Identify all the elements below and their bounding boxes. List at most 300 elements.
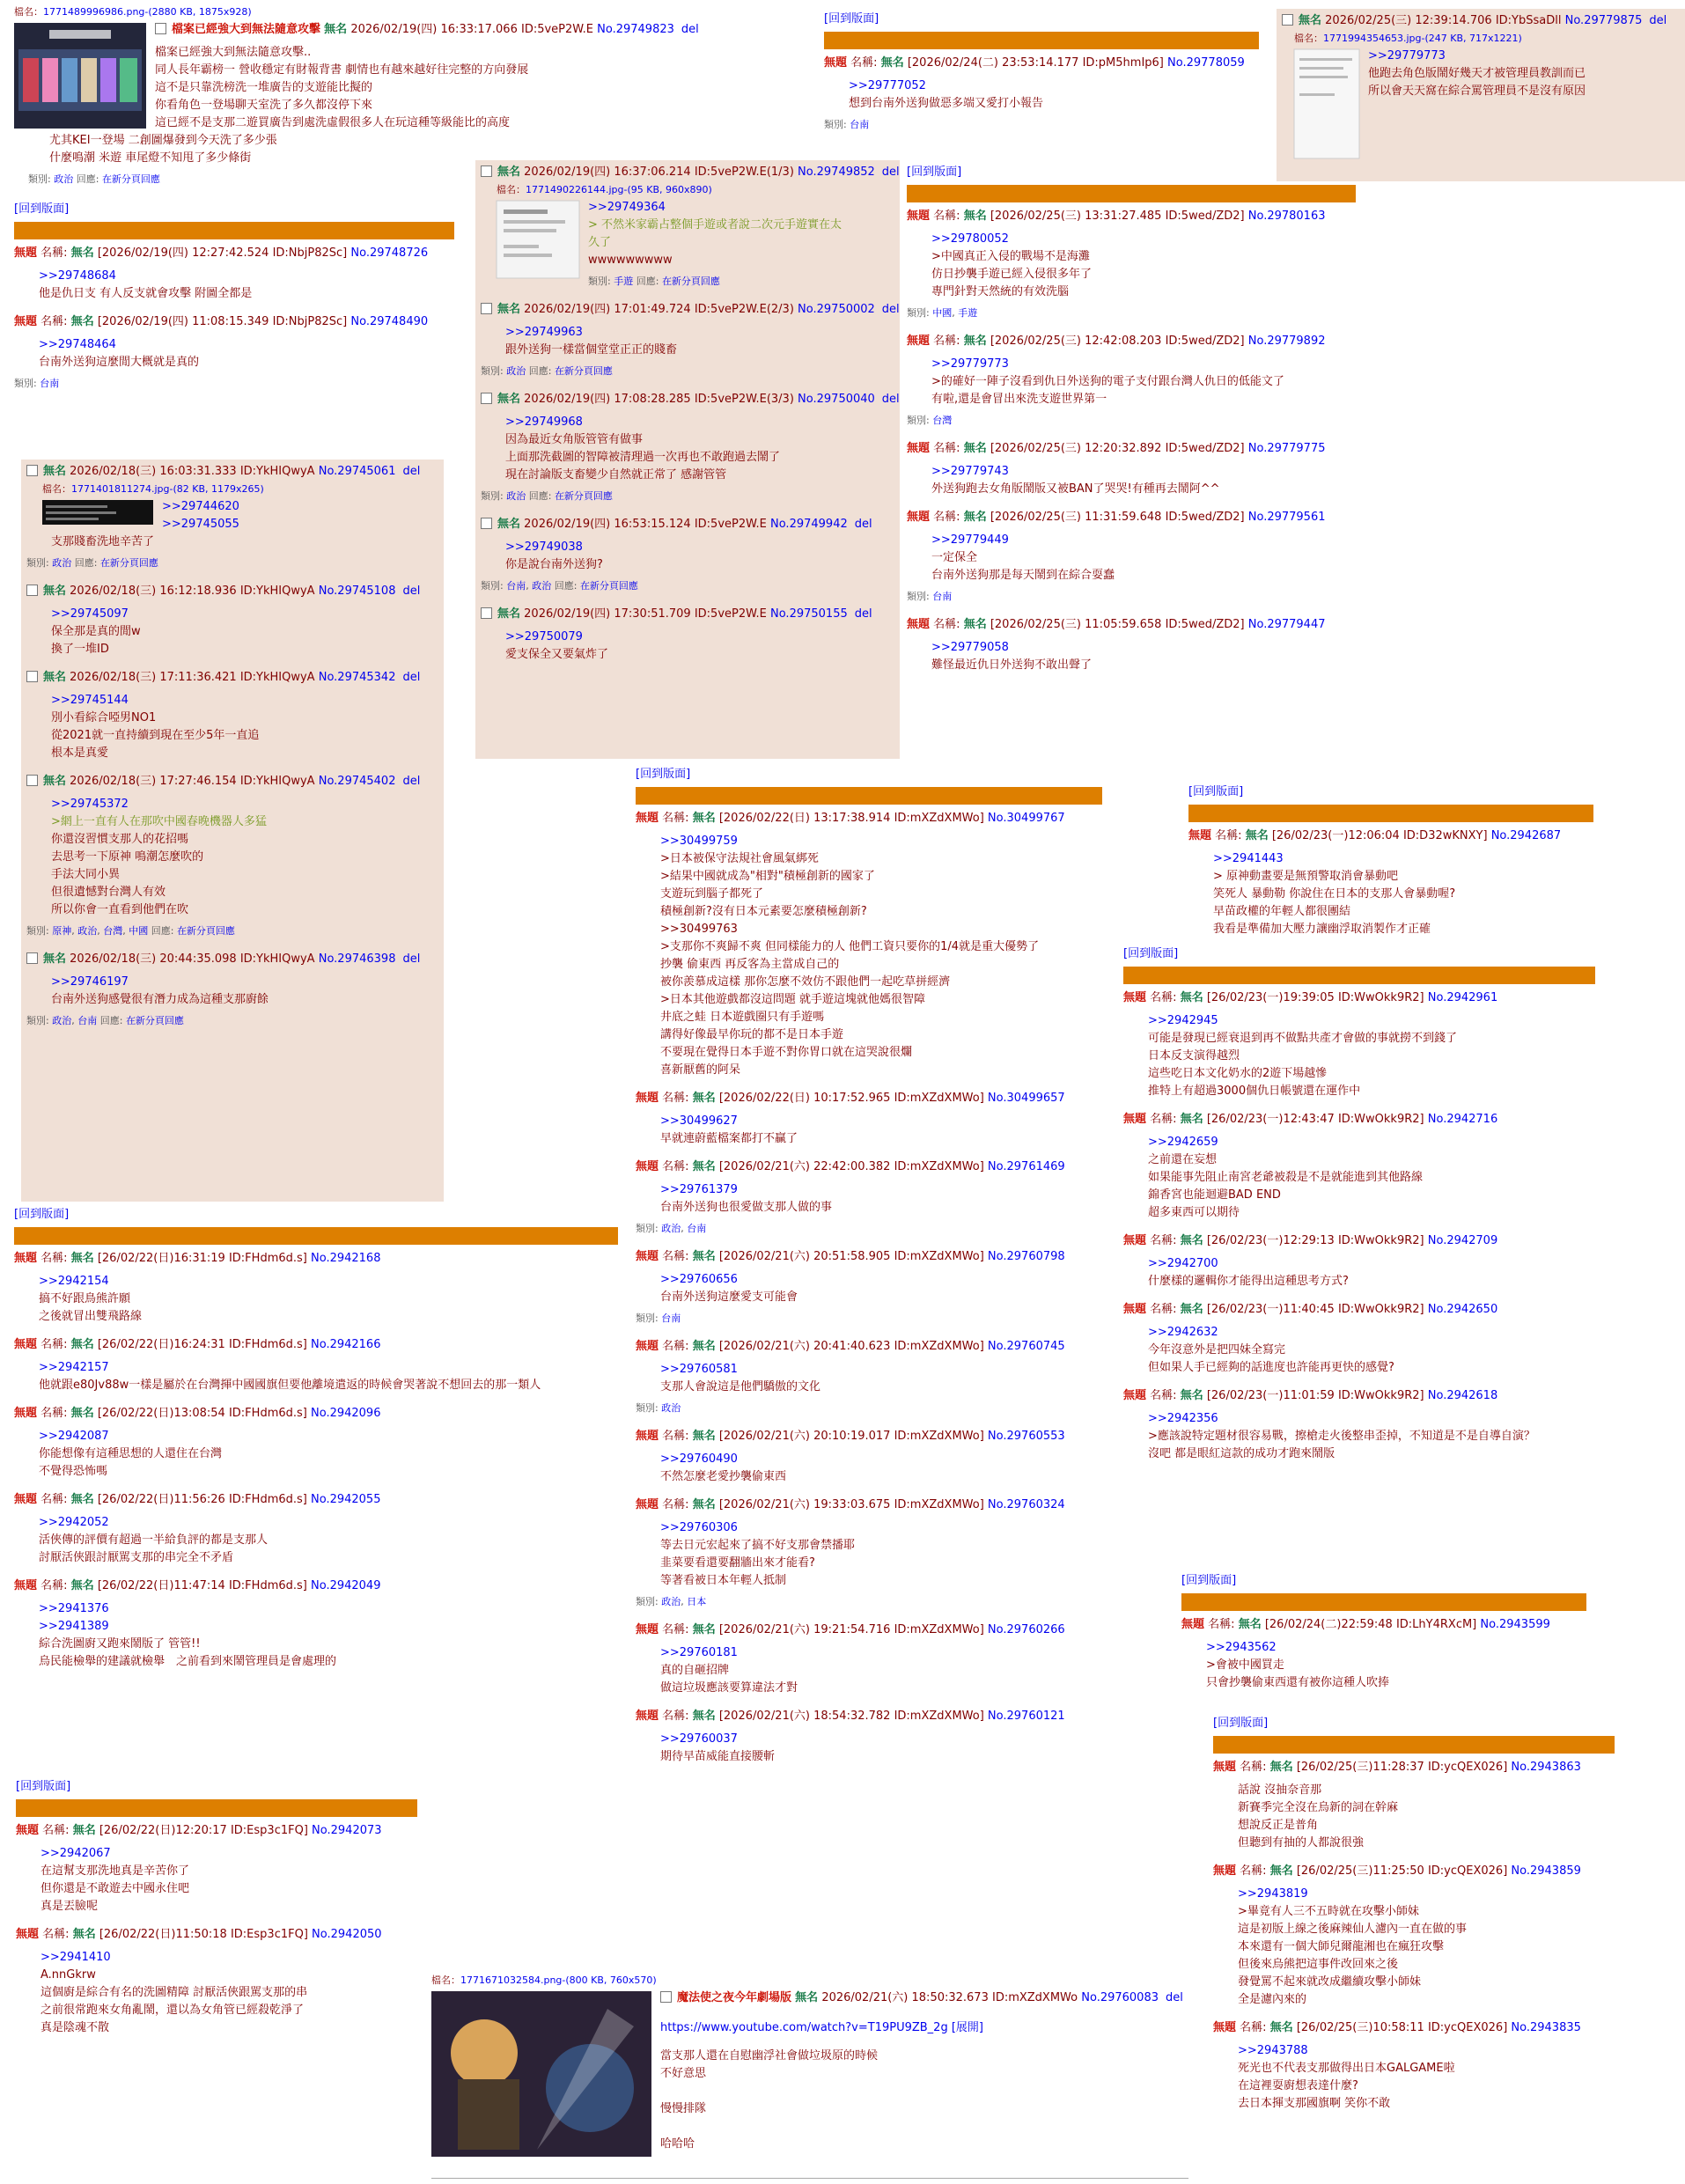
tag-link[interactable]: 台南 xyxy=(932,591,953,602)
poster-name: 無名 xyxy=(72,1824,96,1837)
post-meta: 2026/02/19(四) 17:08:28.285 ID:5veP2W.E(3/3) xyxy=(524,393,794,406)
post-number[interactable]: No.2942687 xyxy=(1490,829,1562,842)
tag-link[interactable]: 政治 xyxy=(52,1015,72,1026)
post-meta: [26/02/22(日)16:31:19 ID:FHdm6d.s] xyxy=(97,1252,307,1265)
post xyxy=(636,1338,1111,1417)
post-title: 無題 xyxy=(907,511,931,524)
delete-link[interactable]: del xyxy=(1649,14,1667,27)
post-title: 魔法使之夜今年劇場版 xyxy=(677,1991,792,2004)
poster-name: 無名 xyxy=(324,23,348,36)
post-body: 死光也不代表支那做得出日本GALGAME啦 在這裡耍廚想表達什麼? 去日本揮支那國旗啊 笑你不敢 xyxy=(1238,2062,1455,2110)
post xyxy=(26,951,438,1030)
quote-link[interactable]: >>29779743 xyxy=(931,465,1009,478)
post-meta: 2026/02/21(六) 18:50:32.673 ID:mXZdXMWo xyxy=(821,1991,1078,2004)
post xyxy=(1213,2019,1671,2113)
post-number[interactable]: No.29780163 xyxy=(1247,210,1326,223)
quote-link[interactable]: >>29777052 xyxy=(849,79,926,92)
post-number[interactable]: No.29760083 xyxy=(1081,1991,1159,2004)
poster-name: 無名 xyxy=(1269,2021,1293,2034)
post xyxy=(1188,827,1602,938)
quote-link[interactable]: >>29745372 xyxy=(51,798,129,811)
reply-panel xyxy=(475,160,900,759)
post-number[interactable]: No.29760553 xyxy=(987,1430,1065,1443)
tag-row xyxy=(26,555,438,572)
post-title: 無題 xyxy=(14,315,38,328)
post-number[interactable]: No.2943863 xyxy=(1511,1761,1581,1774)
back-to-board-link[interactable]: [回到版面] xyxy=(636,768,691,781)
name-label: 名稱: xyxy=(662,1160,689,1173)
post-number[interactable]: No.29750002 xyxy=(798,303,875,316)
quote-link[interactable]: >>2941443 xyxy=(1213,852,1284,865)
tag-link[interactable]: 中國 xyxy=(932,307,953,319)
post-body: > 原神動畫要是無預警取消會暴動吧 笑死人 暴動勒 你說住在日本的支那人會暴動喔? 早苗政權的年輕人都很團結 我看是準備加大壓力讓幽浮取消製作才正確 xyxy=(1213,870,1456,936)
post-number[interactable]: No.2942096 xyxy=(311,1407,381,1420)
delete-link[interactable]: del xyxy=(854,518,872,531)
post-body: >中國真正入侵的戰場不是海灘 仿日抄襲手遊已經入侵很多年了 專門針對天然統的有效洗腦 xyxy=(931,250,1093,298)
reply-label: 回應: xyxy=(99,1015,123,1026)
post-checkbox[interactable] xyxy=(26,671,38,682)
post xyxy=(1123,989,1599,1100)
thumbnail-image[interactable] xyxy=(431,1991,651,2157)
poster-name: 無名 xyxy=(692,1623,716,1636)
tags-label: 類別: xyxy=(636,1596,659,1607)
quote-link[interactable]: >>29760181 xyxy=(660,1646,738,1659)
post-number[interactable]: No.2943835 xyxy=(1511,2021,1581,2034)
post-meta: 2026/02/18(三) 20:44:35.098 ID:YkHIQwyA xyxy=(70,952,315,966)
post-number[interactable]: No.29779447 xyxy=(1247,618,1326,631)
poster-name: 無名 xyxy=(692,1250,716,1263)
file-link[interactable]: 1771489996986.png-(2880 KB, 1875x928) xyxy=(43,6,252,18)
post-body: 可能是發現已經衰退到再不做點共產才會做的事就撈不到錢了 日本反支演得越烈 這些吃日本文化奶水的2遊下場越慘 推特上有超過3000個仇日帳號還在運作中 xyxy=(1148,1032,1458,1098)
post-meta: [26/02/23(一)12:29:13 ID:WwOkk9R2] xyxy=(1206,1234,1424,1247)
post-meta: [2026/02/19(四) 11:08:15.349 ID:NbjP82Sc] xyxy=(97,315,348,328)
thread-op-panel xyxy=(431,1972,1206,2179)
quote-link[interactable]: >>2941410 xyxy=(40,1951,111,1964)
quote-link[interactable]: >>2941376 xyxy=(39,1602,109,1615)
post-body-cont: 尤其KEI一登場 二創圖爆發到今天洗了多少張 什麼鳴潮 米遊 車尾燈不知甩了多少條街 xyxy=(49,134,277,165)
tag-row xyxy=(907,588,1365,606)
poster-name: 無名 xyxy=(70,246,94,260)
tag-link[interactable]: 台南 xyxy=(687,1223,707,1234)
quote-link[interactable]: >>30499627 xyxy=(660,1114,738,1128)
tag-link[interactable]: 台南 xyxy=(506,580,526,592)
tag-link[interactable]: 原神 xyxy=(52,925,72,937)
name-label: 名稱: xyxy=(662,1498,689,1511)
poster-name: 無名 xyxy=(963,618,987,631)
tag-link[interactable]: 台南 xyxy=(77,1015,98,1026)
quote-link[interactable]: >>2942945 xyxy=(1148,1014,1218,1027)
post-title: 無題 xyxy=(1123,1113,1147,1126)
delete-link[interactable]: del xyxy=(881,393,900,406)
post-number[interactable]: No.29760324 xyxy=(987,1498,1065,1511)
post-number[interactable]: No.2942050 xyxy=(312,1928,382,1941)
separator-bar xyxy=(907,185,1356,202)
quote-link[interactable]: >>29760490 xyxy=(660,1452,738,1466)
name-label: 名稱: xyxy=(662,1623,689,1636)
post-meta: [26/02/22(日)11:50:18 ID:Esp3c1FQ] xyxy=(99,1928,308,1941)
quote-link[interactable]: >>29750079 xyxy=(505,630,583,643)
post-number[interactable]: No.29779775 xyxy=(1247,442,1326,455)
back-to-board-link[interactable]: [回到版面] xyxy=(16,1780,71,1793)
tags-label: 類別: xyxy=(481,490,504,502)
thumbnail-image[interactable] xyxy=(1294,49,1359,158)
tags-label: 類別: xyxy=(907,307,930,319)
post-body: 台南外送狗這麼閒大概就是真的 xyxy=(39,356,200,369)
post xyxy=(1123,1301,1599,1377)
quote-link[interactable]: >>2942700 xyxy=(1148,1257,1218,1270)
post-number[interactable]: No.29750155 xyxy=(769,607,848,621)
post-body: 愛支保全又要氣炸了 xyxy=(505,648,609,661)
post-number[interactable]: No.29750040 xyxy=(798,393,875,406)
quote-link[interactable]: >>2942052 xyxy=(39,1516,109,1529)
new-tab-link[interactable]: 在新分頁回應 xyxy=(176,925,235,937)
post-meta: 2026/02/19(四) 16:33:17.066 ID:5veP2W.E xyxy=(350,23,593,36)
post xyxy=(1181,1616,1595,1692)
quote-link[interactable]: >>29779058 xyxy=(931,641,1009,654)
tag-link[interactable]: 政治 xyxy=(77,925,98,937)
tag-link[interactable]: 台南 xyxy=(850,119,870,130)
post-number[interactable]: No.29749852 xyxy=(798,165,875,179)
post-number[interactable]: No.29779892 xyxy=(1247,335,1326,348)
post xyxy=(1123,1387,1599,1463)
post-title: 無題 xyxy=(16,1824,40,1837)
youtube-link[interactable]: https://www.youtube.com/watch?v=T19PU9ZB_2g xyxy=(660,2021,948,2034)
new-tab-link[interactable]: 在新分頁回應 xyxy=(99,557,158,569)
delete-link[interactable]: del xyxy=(681,23,699,36)
post xyxy=(636,1621,1111,1697)
tag-link[interactable]: 政治 xyxy=(52,557,72,569)
quote-link[interactable]: >>29749038 xyxy=(505,540,583,554)
post-title: 無題 xyxy=(1213,2021,1237,2034)
post-number[interactable]: No.2942618 xyxy=(1427,1389,1498,1402)
reply-label: 回應: xyxy=(528,490,552,502)
post-number[interactable]: No.29779875 xyxy=(1564,14,1643,27)
post-body: >的確好一陣子沒看到仇日外送狗的電子支付跟台灣人仇日的低能文了 有啦,還是會冒出來洗支遊世界第一 xyxy=(931,375,1284,406)
quote-link[interactable]: >>2943562 xyxy=(1206,1641,1277,1654)
new-tab-link[interactable]: 在新分頁回應 xyxy=(125,1015,184,1026)
poster-name: 無名 xyxy=(70,1252,94,1265)
tags-label: 類別: xyxy=(636,1313,659,1324)
delete-link[interactable]: del xyxy=(881,165,900,179)
post xyxy=(1123,1111,1599,1222)
poster-name: 無名 xyxy=(963,335,987,348)
post-meta: [2026/02/25(三) 13:31:27.485 ID:5wed/ZD2] xyxy=(990,210,1245,223)
post-number[interactable]: No.2943599 xyxy=(1480,1618,1550,1631)
post-meta: [2026/02/22(日) 13:17:38.914 ID:mXZdXMWo] xyxy=(718,812,984,825)
post-checkbox[interactable] xyxy=(26,465,38,476)
post xyxy=(907,208,1365,322)
post xyxy=(14,1336,622,1394)
post-title: 無題 xyxy=(14,246,38,260)
poster-name: 無名 xyxy=(1180,1113,1203,1126)
tag-link[interactable]: 政治 xyxy=(506,490,526,502)
delete-link[interactable]: del xyxy=(402,775,421,788)
post-title: 無題 xyxy=(636,1250,659,1263)
post-body: 不然怎麼老愛抄襲偷東西 xyxy=(660,1470,787,1483)
post-checkbox[interactable] xyxy=(481,607,492,619)
post-checkbox[interactable] xyxy=(660,1991,672,2003)
post xyxy=(481,516,894,595)
post-checkbox[interactable] xyxy=(481,518,492,529)
poster-name: 無名 xyxy=(70,1579,94,1592)
quote-link[interactable]: >>29746197 xyxy=(51,975,129,989)
post-number[interactable]: No.29760121 xyxy=(987,1710,1065,1723)
post-body: 當支那人還在自慰幽浮社會做垃圾原的時候 不好意思 慢慢排隊 哈哈哈 xyxy=(660,2049,879,2151)
post-checkbox[interactable] xyxy=(26,585,38,596)
post-body: 檔案已經強大到無法隨意攻擊.. 同人長年霸榜一 營收穩定有財報背書 劇情也有越來越好往完整的方向發展 這不是只靠洗榜洗一堆廣告的支遊能比擬的 你看角色一登場聊天室洗了多久都沒停下來 這已經不是支那二遊買廣告到處洗虛假很多人在玩這種等級能比的高度 xyxy=(155,46,529,129)
quote-link[interactable]: >>29744620 xyxy=(162,500,239,513)
file-link[interactable]: 1771671032584.png-(800 KB, 760x570) xyxy=(460,1974,657,1986)
post-number[interactable]: No.2943859 xyxy=(1511,1864,1581,1878)
quote-link[interactable]: >>2942356 xyxy=(1148,1412,1218,1425)
post-checkbox[interactable] xyxy=(481,165,492,177)
quote-link[interactable]: >>2941389 xyxy=(39,1620,109,1633)
post-checkbox[interactable] xyxy=(1282,14,1293,26)
quote-link[interactable]: >>29779773 xyxy=(931,357,1009,371)
delete-link[interactable]: del xyxy=(854,607,872,621)
quote-link[interactable]: >>2943819 xyxy=(1238,1887,1308,1901)
poster-name: 無名 xyxy=(692,812,716,825)
tag-link[interactable]: 中國 xyxy=(129,925,149,937)
post xyxy=(16,1926,430,2037)
post-number[interactable]: No.29746398 xyxy=(318,952,396,966)
post-title: 無題 xyxy=(907,210,931,223)
post-number[interactable]: No.29749823 xyxy=(597,23,674,36)
post-number[interactable]: No.29760266 xyxy=(987,1623,1065,1636)
post xyxy=(26,583,438,658)
post-meta: [2026/02/25(三) 12:20:32.892 ID:5wed/ZD2] xyxy=(990,442,1245,455)
post-checkbox[interactable] xyxy=(155,23,166,34)
quote-link[interactable]: >>2942157 xyxy=(39,1361,109,1374)
separator-bar xyxy=(1181,1593,1586,1611)
post-meta: [26/02/22(日)12:20:17 ID:Esp3c1FQ] xyxy=(99,1824,308,1837)
delete-link[interactable]: del xyxy=(402,671,421,684)
quote-link[interactable]: >>2942087 xyxy=(39,1430,109,1443)
post-number[interactable]: No.29745108 xyxy=(318,585,396,598)
expand-link[interactable]: [展開] xyxy=(951,2021,984,2034)
quote-link[interactable]: >>29780052 xyxy=(931,232,1009,246)
post-title: 無題 xyxy=(636,1092,659,1105)
op-header xyxy=(155,21,699,39)
post-number[interactable]: No.2942055 xyxy=(311,1493,381,1506)
post-meta: [2026/02/25(三) 12:42:08.203 ID:5wed/ZD2] xyxy=(990,335,1245,348)
tag-link[interactable]: 台南 xyxy=(40,378,60,389)
post-meta: 2026/02/25(三) 12:39:14.706 ID:YbSsaDll xyxy=(1325,14,1562,27)
back-to-board-link[interactable]: [回到版面] xyxy=(824,12,879,26)
quote-link[interactable]: >>2942659 xyxy=(1148,1136,1218,1149)
poster-name: 無名 xyxy=(70,1338,94,1351)
quote-link[interactable]: >>29748464 xyxy=(39,338,116,351)
back-to-board-link[interactable]: [回到版面] xyxy=(1123,947,1179,960)
tag-link[interactable]: 台南 xyxy=(661,1313,681,1324)
post-meta: [26/02/24(二)22:59:48 ID:LhY4RXcM] xyxy=(1264,1618,1477,1631)
back-to-board-link[interactable]: [回到版面] xyxy=(14,1208,70,1221)
back-to-board-link[interactable]: [回到版面] xyxy=(1213,1717,1269,1730)
poster-name: 無名 xyxy=(692,1340,716,1353)
post-number[interactable]: No.29778059 xyxy=(1167,56,1245,70)
file-link[interactable]: 1771994354653.jpg-(247 KB, 717x1221) xyxy=(1323,33,1522,44)
tag-link[interactable]: 台灣 xyxy=(932,415,953,426)
name-label: 名稱: xyxy=(40,1579,68,1592)
post-body: 支那賤畜洗地辛苦了 xyxy=(51,535,155,548)
back-to-board-link[interactable]: [回到版面] xyxy=(1181,1574,1237,1587)
post-body: wwwwwwwww xyxy=(588,254,673,267)
post-body: 早就連蔚藍檔案都打不贏了 xyxy=(660,1132,798,1145)
file-link[interactable]: 1771490226144.jpg-(95 KB, 960x890) xyxy=(526,184,712,195)
post-body: >會被中國買走 只會抄襲偷東西還有被你這種人吹捧 xyxy=(1206,1658,1390,1689)
post-checkbox[interactable] xyxy=(26,952,38,964)
back-to-board-link[interactable]: [回到版面] xyxy=(1188,785,1244,798)
post-number[interactable]: No.29748726 xyxy=(350,246,429,260)
post-body: 你能想像有這種思想的人還住在台灣 不覺得恐怖嗎 xyxy=(39,1447,223,1478)
poster-name: 無名 xyxy=(43,585,67,598)
tag-link[interactable]: 政治 xyxy=(661,1223,681,1234)
post-checkbox[interactable] xyxy=(481,393,492,404)
quote-text: >網上一直有人在那吹中國春晚機器人多猛 xyxy=(51,815,267,828)
post-title: 無題 xyxy=(907,442,931,455)
separator-bar xyxy=(14,222,454,239)
tag-row xyxy=(636,1400,1111,1417)
quote-link[interactable]: >>29749364 xyxy=(588,201,666,214)
quote-link[interactable]: >>29760306 xyxy=(660,1521,738,1534)
quote-link[interactable]: >>29760037 xyxy=(660,1732,738,1746)
tag-link[interactable]: 日本 xyxy=(687,1596,707,1607)
new-tab-link[interactable]: 在新分頁回應 xyxy=(579,580,638,592)
tag-link[interactable]: 台灣 xyxy=(103,925,123,937)
post-number[interactable]: No.29761469 xyxy=(987,1160,1065,1173)
post-panel xyxy=(1123,945,1599,1474)
post-body: 今年沒意外是把四妹全寫完 但如果人手已經夠的話進度也許能再更快的感覺? xyxy=(1148,1343,1394,1374)
reply-label: 回應: xyxy=(151,925,174,937)
file-label: 檔名： xyxy=(431,1974,460,1986)
post xyxy=(636,1248,1111,1327)
tag-link[interactable]: 政治 xyxy=(532,580,552,592)
quote-link[interactable]: >>30499759 xyxy=(660,835,738,848)
name-label: 名稱: xyxy=(662,1250,689,1263)
poster-name: 無名 xyxy=(692,1160,716,1173)
tag-link[interactable]: 手遊 xyxy=(614,276,634,287)
post xyxy=(14,1577,622,1671)
file-link[interactable]: 1771401811274.jpg-(82 KB, 1179x265) xyxy=(71,483,264,495)
post-number[interactable]: No.30499767 xyxy=(987,812,1065,825)
post-number[interactable]: No.2942709 xyxy=(1427,1234,1498,1247)
poster-name: 無名 xyxy=(70,1407,94,1420)
quote-link[interactable]: >>2942632 xyxy=(1148,1326,1218,1339)
post-number[interactable]: No.2942073 xyxy=(312,1824,382,1837)
name-label: 名稱: xyxy=(662,1092,689,1105)
delete-link[interactable]: del xyxy=(1166,1991,1183,2004)
poster-name: 無名 xyxy=(497,607,521,621)
tags-label: 類別: xyxy=(588,276,611,287)
thumbnail-image[interactable] xyxy=(42,500,153,532)
tag-link[interactable]: 手遊 xyxy=(958,307,978,319)
delete-link[interactable]: del xyxy=(402,465,421,478)
divider xyxy=(431,2178,1188,2179)
quote-link[interactable]: >>29760581 xyxy=(660,1363,738,1376)
post-number[interactable]: No.29748490 xyxy=(350,315,429,328)
thumbnail-image[interactable] xyxy=(497,201,579,289)
post-body: 保全那是真的閒w 換了一堆ID xyxy=(51,625,141,656)
post-number[interactable]: No.2942650 xyxy=(1427,1303,1498,1316)
post xyxy=(636,1708,1111,1766)
delete-link[interactable]: del xyxy=(881,303,900,316)
tag-link[interactable]: 政治 xyxy=(661,1402,681,1414)
post-number[interactable]: No.29745402 xyxy=(318,775,396,788)
post-body: 台南外送狗也很愛做支那人做的事 xyxy=(660,1201,833,1214)
quote-link[interactable]: >>29745097 xyxy=(51,607,129,621)
name-label: 名稱: xyxy=(40,1338,68,1351)
quote-link[interactable]: >>29749968 xyxy=(505,415,583,429)
post-body: 之前還在妄想 如果能事先阻止南宮老爺被殺是不是就能進到其他路線 錦香宮也能迴避BAD END 超多東西可以期待 xyxy=(1148,1153,1424,1219)
new-tab-link[interactable]: 在新分頁回應 xyxy=(554,490,613,502)
post-title: 無題 xyxy=(14,1252,38,1265)
delete-link[interactable]: del xyxy=(402,952,421,966)
poster-name: 無名 xyxy=(1245,829,1269,842)
post-checkbox[interactable] xyxy=(26,775,38,786)
quote-link[interactable]: >>29745144 xyxy=(51,694,129,707)
tags-label: 類別: xyxy=(636,1402,659,1414)
post-number[interactable]: No.29745342 xyxy=(318,671,396,684)
post-number[interactable]: No.29779561 xyxy=(1247,511,1326,524)
delete-link[interactable]: del xyxy=(402,585,421,598)
back-to-board-link[interactable]: [回到版面] xyxy=(14,202,70,216)
name-label: 名稱: xyxy=(40,1493,68,1506)
post-body: 台南外送狗這麼愛支可能會 xyxy=(660,1291,798,1304)
tag-link[interactable]: 政治 xyxy=(54,173,74,185)
post-meta: 2026/02/19(四) 17:30:51.709 ID:5veP2W.E xyxy=(524,607,767,621)
tag-row xyxy=(14,171,512,188)
post-body: 話說 沒抽奈音那 新賽季完全沒在烏新的詞在幹麻 想說反正是普角 但聽到有抽的人都說很強 xyxy=(1238,1783,1399,1849)
post-number[interactable]: No.29745061 xyxy=(318,465,396,478)
post-number[interactable]: No.2942168 xyxy=(311,1252,381,1265)
post-number[interactable]: No.30499657 xyxy=(987,1092,1065,1105)
post-number[interactable]: No.29760798 xyxy=(987,1250,1065,1263)
poster-name: 無名 xyxy=(1238,1618,1262,1631)
post-checkbox[interactable] xyxy=(481,303,492,314)
quote-link[interactable]: >>2942154 xyxy=(39,1275,109,1288)
post-number[interactable]: No.29760745 xyxy=(987,1340,1065,1353)
quote-link[interactable]: >>29760656 xyxy=(660,1273,738,1286)
quote-link[interactable]: >>29761379 xyxy=(660,1183,738,1196)
post-number[interactable]: No.2942961 xyxy=(1427,991,1498,1004)
tag-link[interactable]: 政治 xyxy=(506,365,526,377)
post-number[interactable]: No.2942049 xyxy=(311,1579,381,1592)
separator-bar xyxy=(636,787,1102,805)
post-title: 無題 xyxy=(907,618,931,631)
post-number[interactable]: No.2942716 xyxy=(1427,1113,1498,1126)
quote-link[interactable]: >>29779773 xyxy=(1368,49,1446,63)
back-to-board-link[interactable]: [回到版面] xyxy=(907,165,962,179)
post-meta: [2026/02/21(六) 18:54:32.782 ID:mXZdXMWo] xyxy=(718,1710,984,1723)
quote-link[interactable]: >>29779449 xyxy=(931,533,1009,547)
poster-name: 無名 xyxy=(1180,1389,1203,1402)
tag-link[interactable]: 政治 xyxy=(661,1596,681,1607)
quote-link[interactable]: >>29749963 xyxy=(505,326,583,339)
new-tab-link[interactable]: 在新分頁回應 xyxy=(101,173,160,185)
post-number[interactable]: No.2942166 xyxy=(311,1338,381,1351)
new-tab-link[interactable]: 在新分頁回應 xyxy=(661,276,720,287)
post-panel xyxy=(824,11,1264,144)
post-body: 他是仇日支 有人反支就會攻擊 附圖全都是 xyxy=(39,287,253,300)
post-number[interactable]: No.29749942 xyxy=(769,518,848,531)
quote-link[interactable]: >>2942067 xyxy=(40,1847,111,1860)
quote-link[interactable]: >>29748684 xyxy=(39,269,116,283)
new-tab-link[interactable]: 在新分頁回應 xyxy=(554,365,613,377)
quote-link[interactable]: >>2943788 xyxy=(1238,2044,1308,2057)
quote-link[interactable]: >>29745055 xyxy=(162,518,239,531)
separator-bar xyxy=(14,1227,618,1245)
thumbnail-image[interactable] xyxy=(14,23,146,130)
